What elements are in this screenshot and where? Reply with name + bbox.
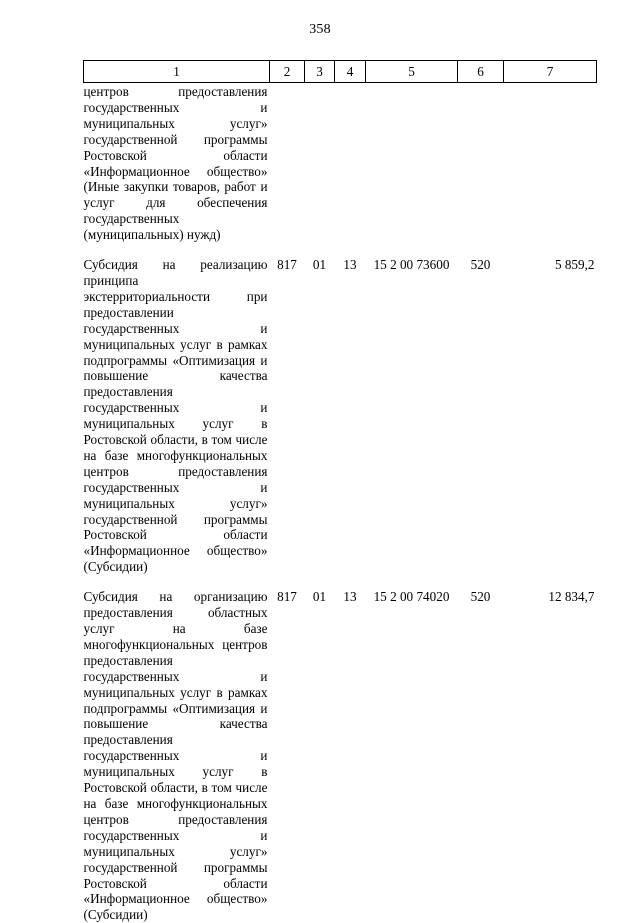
column-header-6: 6 <box>458 61 504 83</box>
table-row <box>84 83 597 244</box>
row-col-2 <box>270 83 305 244</box>
row-description: Субсидия на организацию предоставления областных услуг на базе многофункциональных центров предоставления государственных и муниципальных услуг в рамках подпрограммы «Оптимизация и повышение качества предоставления государственных и муниципальных услуг в Ростовской области, в том числе на базе многофункциональных центров предоставления государственных и муниципальных услуг» государственной программы Ростовской области «Информационное общество» (Субсидии) <box>83 589 268 923</box>
row-amount: 12 834,7 <box>548 589 595 605</box>
row-col-3: 01 <box>312 589 327 605</box>
row-col-4: 13 <box>343 589 357 605</box>
column-header-5: 5 <box>366 61 458 83</box>
row-spacer <box>84 575 597 589</box>
row-amount: 5 859,2 <box>554 257 595 273</box>
row-col-2: 817 <box>277 589 297 605</box>
row-col-5 <box>366 83 458 244</box>
row-spacer <box>84 243 597 257</box>
row-col-3: 01 <box>312 257 327 273</box>
column-header-3: 3 <box>305 61 335 83</box>
column-header-4: 4 <box>335 61 366 83</box>
column-header-2: 2 <box>270 61 305 83</box>
table-row <box>84 257 597 575</box>
row-col-6: 520 <box>470 589 491 605</box>
page-number: 358 <box>309 22 331 37</box>
column-header-1: 1 <box>84 61 270 83</box>
row-col-4: 13 <box>343 257 357 273</box>
table-header-row <box>84 61 597 83</box>
row-col-6: 520 <box>470 257 491 273</box>
row-amount <box>504 83 597 244</box>
table-row <box>84 589 597 923</box>
row-col-5: 15 2 00 74020 <box>373 589 450 605</box>
budget-table <box>83 60 597 923</box>
row-col-4 <box>335 83 366 244</box>
row-col-5: 15 2 00 73600 <box>373 257 450 273</box>
column-header-7: 7 <box>504 61 597 83</box>
row-col-6 <box>458 83 504 244</box>
row-col-2: 817 <box>277 257 297 273</box>
row-description: центров предоставления государственных и муниципальных услуг» государственной программы Ростовской области «Информационное общество» (Иные закупки товаров, работ и услуг для обеспечения государственных (муниципальных) нужд) <box>83 84 268 243</box>
row-description: Субсидия на реализацию принципа экстерриториальности при предоставлении государственных и муниципальных услуг в рамках подпрограммы «Оптимизация и повышение качества предоставления государственных и муниципальных услуг в Ростовской области, в том числе на базе многофункциональных центров предоставления государственных и муниципальных услуг» государственной программы Ростовской области «Информационное общество» (Субсидии) <box>83 257 268 575</box>
row-col-3 <box>305 83 335 244</box>
